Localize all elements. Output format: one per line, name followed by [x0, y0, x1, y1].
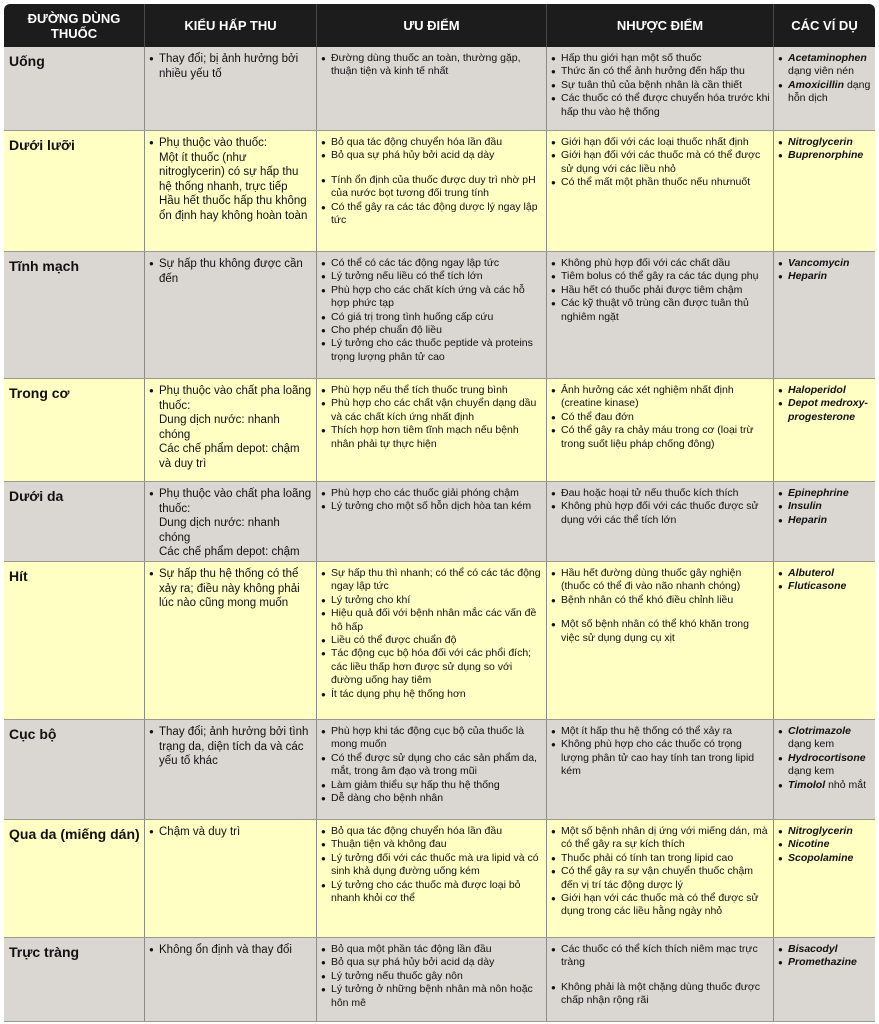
drug-route-table: [4, 4, 875, 1022]
example-item: [778, 79, 872, 106]
list-item: ● Đau hoặc hoại tử nếu thuốc kích thích: [551, 487, 770, 500]
absorption-cell: [145, 379, 317, 481]
list-item: Các chế phẩm depot: chậm: [159, 546, 300, 559]
list-item: ● Phù hợp cho các thuốc giải phóng chậm: [321, 487, 543, 500]
dosage-form: nhỏ mắt: [828, 778, 867, 791]
list-item: ● Có thể có các tác động ngay lập tức: [321, 257, 543, 270]
list-item: ● Lý tưởng nếu thuốc gây nôn: [321, 970, 543, 983]
list-item: ● Bỏ qua sự phá hủy bởi acid dạ dày: [321, 956, 543, 969]
drug-name: Amoxicillin: [788, 78, 845, 91]
example-item: [778, 752, 872, 779]
example-item: [778, 52, 872, 79]
advantages-cell: [317, 938, 547, 1021]
examples-list: [778, 487, 872, 527]
absorption-list: [149, 943, 313, 958]
list-item: ● Thuốc phải có tính tan trong lipid cao: [551, 852, 770, 865]
example-item: [778, 838, 872, 851]
list-item: ● Bỏ qua tác động chuyển hóa lần đầu: [321, 825, 543, 838]
example-item: [778, 580, 872, 593]
list-item: ● Lý tưởng cho các thuốc mà được loại bỏ nhanh khỏi cơ thể: [321, 879, 543, 906]
list-item: ● Có giá trị trong tình huống cấp cứu: [321, 311, 543, 324]
example-item: [778, 779, 872, 792]
drug-name: Acetaminophen: [788, 52, 867, 64]
dosage-form: dạng kem: [788, 765, 835, 778]
disadvantages-list: [551, 52, 770, 119]
drug-name: Vancomycin: [788, 257, 850, 269]
example-item: [778, 257, 872, 270]
examples-cell: [774, 482, 875, 561]
absorption-cell: [145, 938, 317, 1021]
disadvantages-list: [551, 384, 770, 451]
disadvantages-list: [551, 725, 770, 779]
advantages-cell: [317, 720, 547, 819]
route-name: Uống: [4, 47, 145, 130]
absorption-cell: [145, 252, 317, 378]
dosage-form: dạng viên nén: [788, 65, 854, 78]
list-item: ● Phụ thuộc vào chất pha loãng thuốc:: [149, 487, 313, 516]
list-item: ● Có thể được sử dụng cho các sản phẩm da, mắt, trong âm đạo và trong mũi: [321, 752, 543, 779]
list-item: ● Sự hấp thu thì nhanh; có thể có các tác động ngay lập tức: [321, 567, 543, 594]
advantages-cell: [317, 252, 547, 378]
examples-cell: [774, 131, 875, 251]
list-item: ● Không phải là một chặng dùng thuốc được chấp nhận rộng rãi: [551, 981, 770, 1008]
dosage-form: dạng hỗn dịch: [788, 78, 871, 105]
advantages-list: [321, 825, 543, 905]
examples-cell: [774, 252, 875, 378]
list-item: ● Có thể gây ra chảy máu trong cơ (loại trừ trong suốt liệu pháp chống đông): [551, 424, 770, 451]
route-name: Dưới da: [4, 482, 145, 561]
advantages-cell: [317, 131, 547, 251]
examples-list: [778, 567, 872, 594]
list-item: ● Phù hợp cho các chất kích ứng và các hỗ hợp phức tạp: [321, 284, 543, 311]
examples-cell: [774, 562, 875, 719]
table-row: [4, 720, 875, 820]
list-item: ● Có thể gây ra sự vận chuyển thuốc chậm đến vị trí tác động dược lý: [551, 865, 770, 892]
advantages-list: [321, 567, 543, 701]
disadvantages-cell: [547, 252, 774, 378]
disadvantages-list: [551, 487, 770, 527]
drug-name: Nitroglycerin: [788, 136, 853, 148]
example-item: [778, 270, 872, 283]
table-row: [4, 562, 875, 720]
header-advantages: ƯU ĐIỂM: [317, 4, 547, 47]
advantages-list: [321, 384, 543, 451]
route-name: Cục bộ: [4, 720, 145, 819]
disadvantages-list: [551, 943, 770, 1008]
list-item: ● Phụ thuộc vào thuốc:: [149, 136, 313, 151]
example-item: [778, 567, 872, 580]
absorption-list: [149, 825, 313, 840]
drug-name: Heparin: [788, 513, 828, 526]
drug-name: Hydrocortisone: [788, 751, 866, 764]
list-item: ● Bỏ qua một phần tác động lần đầu: [321, 943, 543, 956]
list-item: ● Các kỹ thuật vô trùng cần được tuân thủ nghiêm ngặt: [551, 297, 770, 324]
header-absorption: KIỂU HẤP THU: [145, 4, 317, 47]
drug-name: Insulin: [788, 500, 822, 513]
list-item: ● Sự hấp thu hệ thống có thể xảy ra; điều này không phải lúc nào cũng mong muốn: [149, 567, 313, 611]
drug-name: Clotrimazole: [788, 725, 852, 737]
list-item: ● Không phù hợp cho các thuốc có trọng lượng phân tử cao hay tính tan trong lipid kém: [551, 738, 770, 778]
list-item: ● Phụ thuộc vào chất pha loãng thuốc:: [149, 384, 313, 413]
list-item: ● Liều có thể được chuẩn độ: [321, 634, 543, 647]
list-item: ● Lý tưởng cho một số hỗn dịch hòa tan kém: [321, 500, 543, 513]
advantages-list: [321, 257, 543, 364]
drug-name: Buprenorphine: [788, 149, 864, 162]
absorption-list: [149, 52, 313, 81]
advantages-list: [321, 487, 543, 514]
table-header: [4, 4, 875, 47]
list-item: ● Phù hợp nếu thể tích thuốc trung bình: [321, 384, 543, 397]
advantages-list: [321, 136, 543, 227]
example-item: [778, 397, 872, 424]
list-item: ● Lý tưởng nếu liều có thể tích lớn: [321, 270, 543, 283]
examples-cell: [774, 720, 875, 819]
list-item: Dung dịch nước: nhanh chóng: [159, 517, 280, 544]
absorption-list: [149, 257, 313, 286]
advantages-list: [321, 725, 543, 805]
examples-cell: [774, 379, 875, 481]
list-item: ● Giới hạn đối với các thuốc mà có thể được sử dụng với các liều nhỏ: [551, 149, 770, 176]
list-item: ● Ảnh hưởng các xét nghiệm nhất định (creatine kinase): [551, 384, 770, 411]
examples-list: [778, 52, 872, 106]
drug-name: Nitroglycerin: [788, 825, 853, 837]
list-item: ● Hầu hết có thuốc phải được tiêm chậm: [551, 284, 770, 297]
absorption-list: [149, 487, 313, 561]
list-item: ● Hầu hết đường dùng thuốc gây nghiện (thuốc có thể đi vào não nhanh chóng): [551, 567, 770, 594]
examples-list: [778, 136, 872, 163]
drug-name: Scopolamine: [788, 851, 854, 864]
list-item: ● Các thuốc có thể được chuyển hóa trước khi hấp thu vào hệ thống: [551, 92, 770, 119]
absorption-cell: [145, 820, 317, 937]
route-name: Trong cơ: [4, 379, 145, 481]
absorption-cell: [145, 482, 317, 561]
example-item: [778, 725, 872, 752]
list-item: ● Không phù hợp đối với các thuốc được sử dụng với các thể tích lớn: [551, 500, 770, 527]
table-row: [4, 131, 875, 252]
disadvantages-cell: [547, 562, 774, 719]
list-item: ● Bỏ qua sự phá hủy bởi acid dạ dày: [321, 149, 543, 162]
examples-list: [778, 825, 872, 865]
examples-cell: [774, 820, 875, 937]
list-item: ● Cho phép chuẩn độ liều: [321, 324, 543, 337]
list-item: ● Bệnh nhân có thể khó điều chỉnh liều: [551, 594, 770, 607]
example-item: [778, 825, 872, 838]
absorption-cell: [145, 562, 317, 719]
example-item: [778, 487, 872, 500]
list-item: ● Lý tưởng ở những bệnh nhân mà nôn hoặc hôn mê: [321, 983, 543, 1010]
advantages-cell: [317, 562, 547, 719]
list-item: ● Một ít hấp thu hệ thống có thể xảy ra: [551, 725, 770, 738]
examples-list: [778, 943, 872, 970]
list-item: ● Chậm và duy trì: [149, 825, 313, 840]
list-item: Một ít thuốc (như nitroglycerin) có sự hấp thu hệ thống nhanh, trực tiếp: [159, 151, 299, 193]
list-item: ● Tiêm bolus có thể gây ra các tác dụng phụ: [551, 270, 770, 283]
drug-name: Nicotine: [788, 838, 830, 851]
route-name: Hít: [4, 562, 145, 719]
drug-name: Haloperidol: [788, 384, 846, 396]
list-item: ● Các thuốc có thể kích thích niêm mạc trực tràng: [551, 943, 770, 970]
disadvantages-list: [551, 257, 770, 324]
disadvantages-list: [551, 136, 770, 190]
list-item: ● Thay đổi; ảnh hưởng bởi tình trạng da, diện tích da và các yếu tố khác: [149, 725, 313, 769]
table-row: [4, 938, 875, 1022]
list-item: ● Phù hợp cho các chất vận chuyển dạng dầu và các chất kích ứng nhất định: [321, 397, 543, 424]
examples-list: [778, 257, 872, 284]
list-item: ● Giới hạn đối với các loại thuốc nhất định: [551, 136, 770, 149]
list-item: ● Không ổn định và thay đổi: [149, 943, 313, 958]
examples-cell: [774, 938, 875, 1021]
list-item: ● Một số bệnh nhân dị ứng với miếng dán, mà có thể gây ra sự kích thích: [551, 825, 770, 852]
disadvantages-cell: [547, 131, 774, 251]
list-item: ● Tác động cục bộ hóa đối với các phổi đích; các liều thấp hơn được sử dụng so với đường uống hay tiêm: [321, 647, 543, 687]
list-item: ● Có thể gây ra các tác động dược lý ngay lập tức: [321, 201, 543, 228]
list-item: ● Phù hợp khi tác động cục bộ của thuốc là mong muốn: [321, 725, 543, 752]
disadvantages-cell: [547, 47, 774, 130]
header-disadvantages: NHƯỢC ĐIỂM: [547, 4, 774, 47]
list-item: ● Thay đổi; bị ảnh hưởng bởi nhiều yếu tố: [149, 52, 313, 81]
example-item: [778, 384, 872, 397]
table-row: [4, 379, 875, 482]
drug-name: Fluticasone: [788, 580, 847, 593]
drug-name: Depot medroxy-progesterone: [788, 397, 868, 423]
list-item: ● Không phù hợp đối với các chất dầu: [551, 257, 770, 270]
header-examples: CÁC VÍ DỤ: [791, 18, 858, 33]
example-item: [778, 956, 872, 969]
route-name: Trực tràng: [4, 938, 145, 1021]
absorption-list: [149, 136, 313, 224]
table-row: [4, 820, 875, 938]
absorption-cell: [145, 720, 317, 819]
advantages-list: [321, 943, 543, 1010]
disadvantages-cell: [547, 820, 774, 937]
examples-list: [778, 384, 872, 424]
absorption-list: [149, 725, 313, 769]
advantages-cell: [317, 820, 547, 937]
examples-cell: [774, 47, 875, 130]
list-item: ● Sự hấp thu không được cần đến: [149, 257, 313, 286]
advantages-cell: [317, 47, 547, 130]
drug-name: Albuterol: [788, 567, 835, 579]
route-name: Dưới lưỡi: [4, 131, 145, 251]
disadvantages-cell: [547, 938, 774, 1021]
drug-name: Bisacodyl: [788, 943, 838, 955]
absorption-list: [149, 567, 313, 611]
disadvantages-cell: [547, 379, 774, 481]
drug-name: Heparin: [788, 270, 828, 283]
example-item: [778, 514, 872, 527]
list-item: ● Thích hợp hơn tiêm tĩnh mạch nếu bệnh nhân phải tự thực hiện: [321, 424, 543, 451]
list-item: Các chế phẩm depot: chậm và duy trì: [159, 443, 300, 470]
list-item: ● Lý tưởng cho khí: [321, 594, 543, 607]
list-item: ● Lý tưởng đối với các thuốc mà ưa lipid và có sinh khả dụng đường uống kém: [321, 852, 543, 879]
list-item: ● Thức ăn có thể ảnh hưởng đến hấp thu: [551, 65, 770, 78]
list-item: ● Bỏ qua tác động chuyển hóa lần đầu: [321, 136, 543, 149]
examples-list: [778, 725, 872, 792]
list-item: ● Hấp thu giới hạn một số thuốc: [551, 52, 770, 65]
list-item: Hầu hết thuốc hấp thu không ổn định hay không hoàn toàn: [159, 195, 308, 222]
advantages-list: [321, 52, 543, 79]
list-item: ● Ít tác dụng phụ hệ thống hơn: [321, 688, 543, 701]
advantages-cell: [317, 379, 547, 481]
example-item: [778, 500, 872, 513]
example-item: [778, 943, 872, 956]
example-item: [778, 149, 872, 162]
list-item: ● Tính ổn định của thuốc được duy trì nhờ pH của nước bọt tương đối trung tính: [321, 174, 543, 201]
list-item: ● Một số bệnh nhân có thể khó khăn trong việc sử dụng dụng cụ xịt: [551, 618, 770, 645]
list-item: ● Có thể mất một phần thuốc nếu nhưnuốt: [551, 176, 770, 189]
list-item: ● Làm giảm thiểu sự hấp thu hệ thống: [321, 779, 543, 792]
list-item: Dung dịch nước: nhanh chóng: [159, 414, 280, 441]
advantages-cell: [317, 482, 547, 561]
list-item: ● Dễ dàng cho bệnh nhân: [321, 792, 543, 805]
example-item: [778, 852, 872, 865]
header-route: ĐƯỜNG DÙNG THUỐC: [4, 4, 145, 47]
list-item: ● Giới hạn với các thuốc mà có thể được sử dụng trong các liều hằng ngày nhỏ: [551, 892, 770, 919]
list-item: ● Hiệu quả đối với bệnh nhân mắc các vấn đề hô hấp: [321, 607, 543, 634]
table-row: [4, 252, 875, 379]
disadvantages-cell: [547, 720, 774, 819]
table-row: [4, 482, 875, 562]
drug-name: Timolol: [788, 778, 826, 791]
list-item: ● Lý tưởng cho các thuốc peptide và proteins trọng lượng phân tử cao: [321, 337, 543, 364]
route-name: Qua da (miếng dán): [4, 820, 145, 937]
absorption-cell: [145, 131, 317, 251]
example-item: [778, 136, 872, 149]
disadvantages-list: [551, 825, 770, 919]
table-body: [4, 47, 875, 1022]
dosage-form: dạng kem: [788, 738, 835, 751]
route-name: Tĩnh mạch: [4, 252, 145, 378]
list-item: ● Thuận tiện và không đau: [321, 838, 543, 851]
list-item: ● Sự tuân thủ của bệnh nhân là cần thiết: [551, 79, 770, 92]
drug-name: Epinephrine: [788, 487, 849, 499]
disadvantages-list: [551, 567, 770, 645]
disadvantages-cell: [547, 482, 774, 561]
drug-name: Promethazine: [788, 956, 857, 969]
list-item: ● Đường dùng thuốc an toàn, thường gặp, thuận tiện và kinh tế nhất: [321, 52, 543, 79]
list-item: ● Có thể đau đớn: [551, 411, 770, 424]
absorption-list: [149, 384, 313, 472]
absorption-cell: [145, 47, 317, 130]
table-row: [4, 47, 875, 131]
